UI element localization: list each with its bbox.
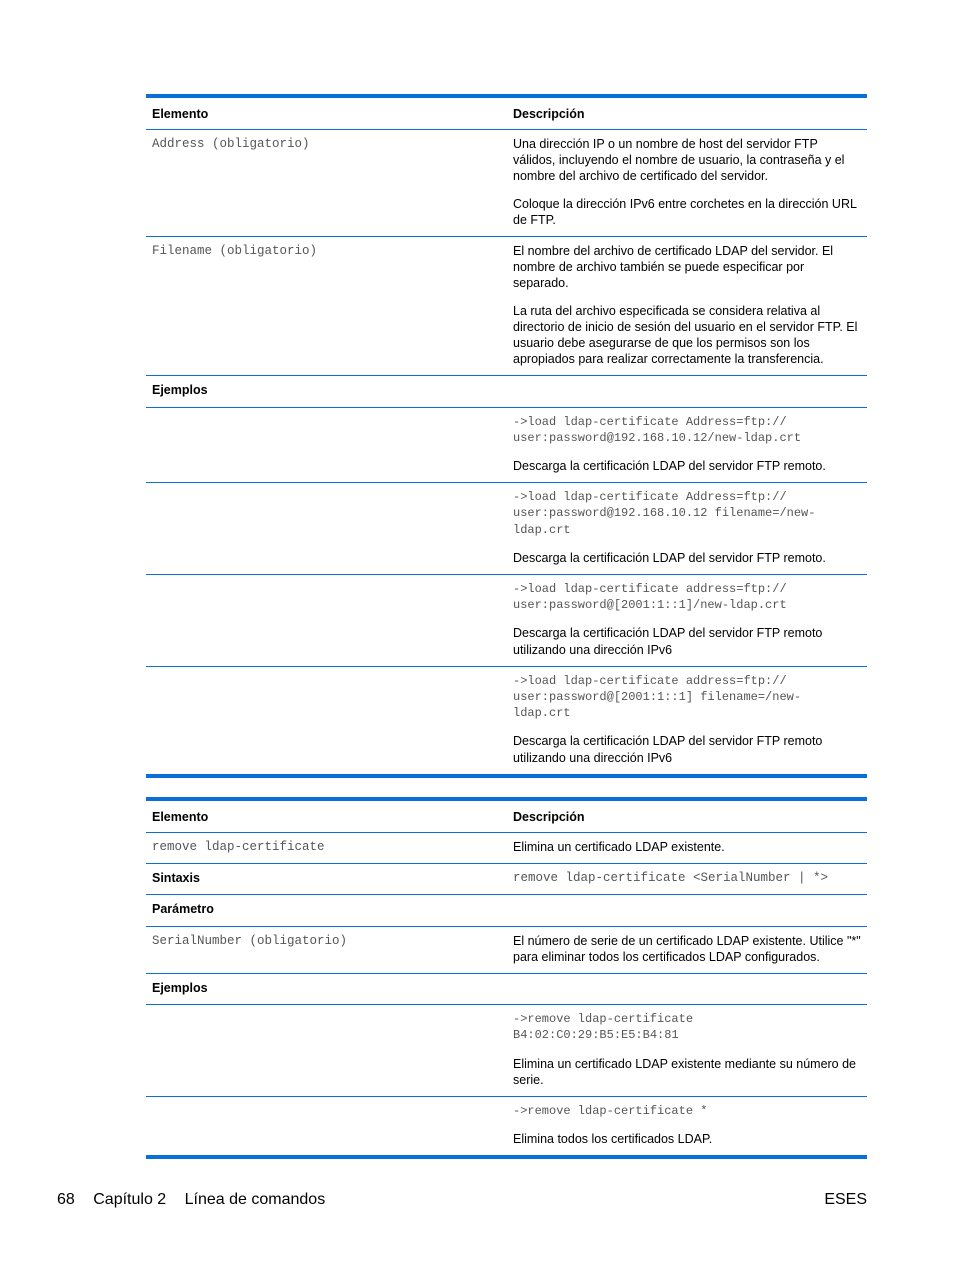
header-descripcion: Descripción: [507, 96, 867, 130]
example-code: ->remove ldap-certificate *: [513, 1104, 708, 1119]
table-row: [146, 833, 867, 864]
table-row: [146, 1005, 867, 1097]
example-desc: Elimina todos los certificados LDAP.: [513, 1132, 713, 1147]
table-row: [146, 483, 867, 575]
param-filename: Filename (obligatorio): [146, 237, 507, 376]
param-serialnumber-desc: El número de serie de un certificado LDAP existente. Utilice "*" para eliminar todos los certificados LDAP configurados.: [507, 926, 867, 973]
example-code: ->load ldap-certificate address=ftp:// user:password@[2001:1::1]/new-ldap.crt: [513, 582, 787, 613]
table-row: [146, 1097, 867, 1158]
chapter-label: Capítulo 2: [93, 1191, 167, 1208]
param-serialnumber: SerialNumber (obligatorio): [146, 926, 507, 973]
table-row: [146, 130, 867, 237]
example-cell: [507, 483, 867, 575]
example-cell: [507, 575, 867, 667]
page-number: 68: [57, 1191, 75, 1208]
table-row: [146, 926, 867, 973]
table-row: [146, 864, 867, 895]
table-row: [146, 575, 867, 667]
example-cell: [507, 407, 867, 483]
examples-label: Ejemplos: [146, 376, 507, 407]
desc-paragraph: Coloque la dirección IPv6 entre corchetes en la dirección URL de FTP.: [513, 196, 857, 227]
table-header-row: [146, 96, 867, 130]
table-header-row: [146, 799, 867, 833]
table-row: [146, 376, 867, 407]
desc-paragraph: El nombre del archivo de certificado LDAP del servidor. El nombre de archivo también se puede especificar por separado.: [513, 244, 834, 291]
command-desc: Elimina un certificado LDAP existente.: [513, 840, 725, 854]
param-filename-desc: [507, 237, 867, 376]
page-footer: [57, 1191, 867, 1209]
example-code: ->load ldap-certificate address=ftp:// user:password@[2001:1::1] filename=/new- ldap.crt: [513, 673, 802, 721]
example-desc: Descarga la certificación LDAP del servidor FTP remoto.: [513, 550, 826, 565]
param-address-desc: [507, 130, 867, 237]
param-address: Address (obligatorio): [152, 137, 310, 151]
footer-left: [57, 1191, 339, 1209]
desc-paragraph: Una dirección IP o un nombre de host del servidor FTP válidos, incluyendo el nombre de usuario, la contraseña y el nombre del archivo de certificado del servidor.: [513, 137, 845, 184]
locale-code: ESES: [824, 1191, 867, 1208]
example-cell: [507, 1005, 867, 1097]
table-row: [146, 666, 867, 776]
desc-paragraph: La ruta del archivo especificada se considera relativa al directorio de inicio de sesión del usuario en el servidor FTP. El usuario debe asegurarse de que los permisos son los apropiados para realizar correctamente la transferencia.: [513, 303, 858, 367]
syntax-value: remove ldap-certificate <SerialNumber | *>: [507, 864, 867, 895]
ldap-load-table: [146, 94, 867, 778]
table-row: [146, 974, 867, 1005]
example-cell: [507, 666, 867, 776]
example-desc: Descarga la certificación LDAP del servidor FTP remoto.: [513, 459, 826, 474]
table-row: [146, 237, 867, 376]
header-elemento: Elemento: [146, 799, 507, 833]
example-code: ->remove ldap-certificate B4:02:C0:29:B5:E5:B4:81: [513, 1012, 694, 1043]
ldap-remove-table: [146, 797, 867, 1159]
chapter-title: Línea de comandos: [184, 1191, 326, 1208]
header-descripcion: Descripción: [507, 799, 867, 833]
command-name: remove ldap-certificate: [152, 840, 325, 854]
syntax-label: Sintaxis: [146, 864, 507, 895]
table-row: [146, 407, 867, 483]
parameter-label: Parámetro: [146, 895, 507, 926]
example-desc: Descarga la certificación LDAP del servidor FTP remoto utilizando una dirección IPv6: [513, 626, 823, 657]
table-row: [146, 895, 867, 926]
example-cell: [507, 1097, 867, 1158]
example-code: ->load ldap-certificate Address=ftp:// user:password@192.168.10.12/new-ldap.crt: [513, 414, 802, 445]
example-code: ->load ldap-certificate Address=ftp:// user:password@192.168.10.12 filename=/new- ldap.crt: [513, 490, 816, 537]
example-desc: Descarga la certificación LDAP del servidor FTP remoto utilizando una dirección IPv6: [513, 734, 823, 765]
examples-label: Ejemplos: [146, 974, 507, 1005]
example-desc: Elimina un certificado LDAP existente mediante su número de serie.: [513, 1056, 857, 1087]
header-elemento: Elemento: [146, 96, 507, 130]
